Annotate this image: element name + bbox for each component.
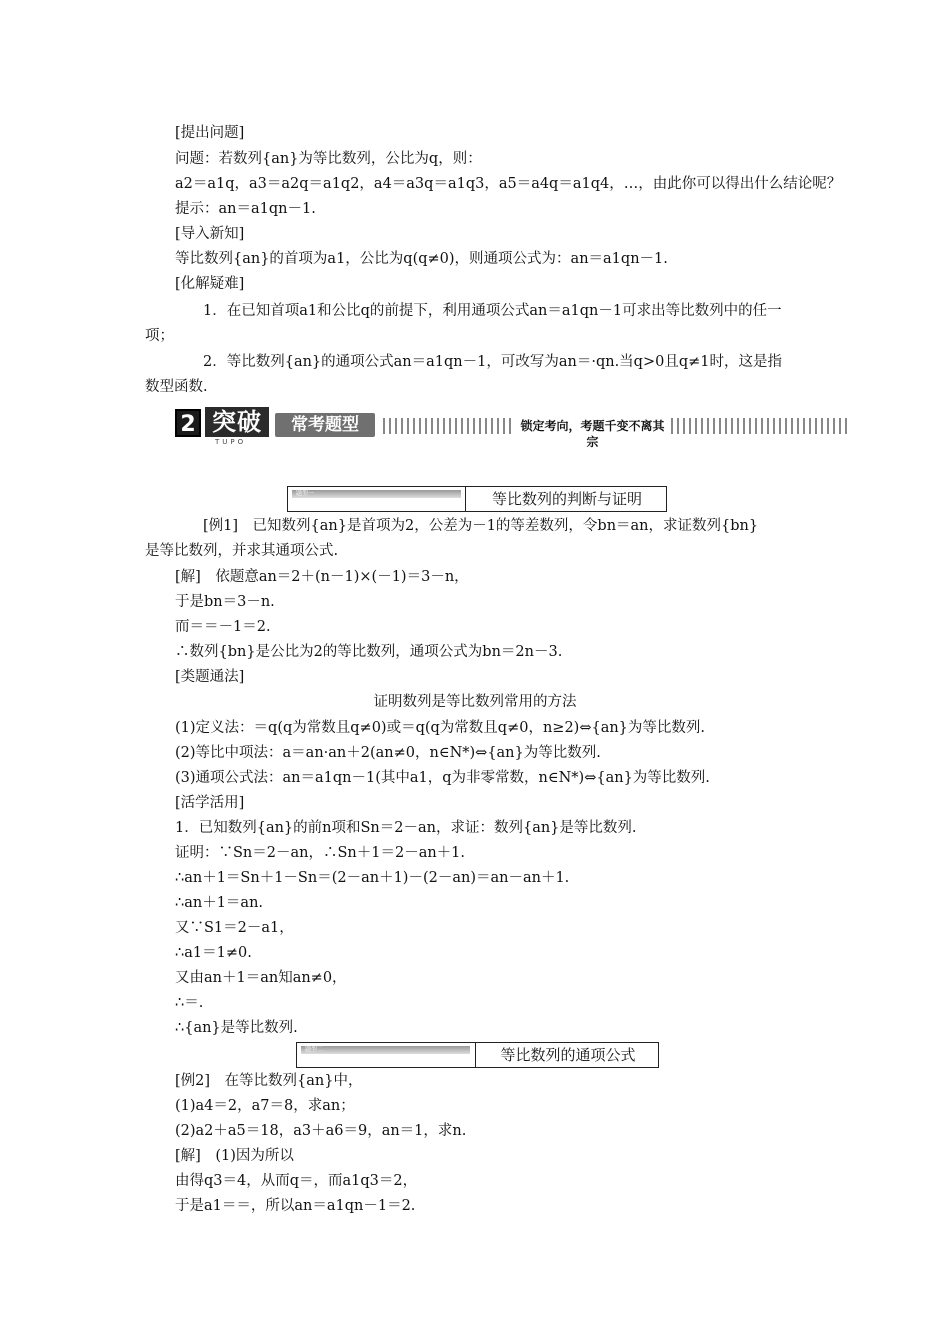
method-title: 证明数列是等比数列常用的方法 xyxy=(373,694,577,710)
example-1-line2: 是等比数列，并求其通项公式. xyxy=(145,543,339,559)
new-knowledge-tag: [导入新知] xyxy=(175,226,245,242)
hint-formula: an＝a1qn－1. xyxy=(218,201,316,217)
resolve-doubt-tag: [化解疑难] xyxy=(175,276,245,292)
question-label: 问题： xyxy=(175,151,219,167)
banner-pinyin: TUPO xyxy=(215,438,247,446)
topic-2-tag: 题型二 xyxy=(301,1046,470,1054)
example-2-line1: [例2] 在等比数列{an}中， xyxy=(175,1073,363,1089)
example-1-line1: [例1] 已知数列{an}是首项为2，公差为－1的等差数列，令bn＝an，求证数列{bn} xyxy=(203,518,759,534)
example-2-step2: 于是a1＝＝，所以an＝a1qn－1＝2. xyxy=(175,1198,416,1214)
method-2: (2)等比中项法：a＝an·an＋2(an≠0，n∈N*)⇔{an}为等比数列. xyxy=(175,745,601,761)
method-tag: [类题通法] xyxy=(175,669,245,685)
method-1: (1)定义法：＝q(q为常数且q≠0)或＝q(q为常数且q≠0，n≥2)⇔{an}为等比数列. xyxy=(175,720,706,736)
example-2-part1: (1)a4＝2，a7＝8，求an； xyxy=(175,1098,355,1114)
banner-stripes-left xyxy=(383,418,513,434)
topic-1-tag: 题型一 xyxy=(292,490,461,498)
example-1-step1: 于是bn＝3－n. xyxy=(175,594,275,610)
example-1-step2: 而＝＝－1＝2. xyxy=(175,619,271,635)
example-2-solution: [解] (1)因为所以 xyxy=(175,1148,294,1164)
banner-subtitle: 常考题型 xyxy=(275,413,375,437)
example-2-part2: (2)a2＋a5＝18，a3＋a6＝9，an＝1，求n. xyxy=(175,1123,467,1139)
question-text: 若数列{an}为等比数列，公比为q，则： xyxy=(218,151,482,167)
proof-line-8: ∴{an}是等比数列. xyxy=(175,1020,298,1036)
proof-line-3: ∴an＋1＝an. xyxy=(175,895,264,911)
question-line xyxy=(175,150,482,168)
doubt-2-line2: 数型函数. xyxy=(145,379,208,395)
proof-line-6: 又由an＋1＝an知an≠0， xyxy=(175,970,347,986)
topic-1-title: 等比数列的判断与证明 xyxy=(465,487,668,511)
pose-question-tag: [提出问题] xyxy=(175,125,245,141)
proof-line-4: 又∵S1＝2－a1， xyxy=(175,920,294,936)
proof-line-7: ∴＝. xyxy=(175,995,204,1011)
hint-label: 提示： xyxy=(175,201,219,217)
question-formula: a2＝a1q，a3＝a2q＝a1q2，a4＝a3q＝a1q3，a5＝a4q＝a1q4，…，由此你可以得出什么结论呢？ xyxy=(175,176,842,192)
doubt-2-line1: 2．等比数列{an}的通项公式an＝a1qn－1，可改写为an＝·qn.当q>0且q≠1时，这是指 xyxy=(203,354,782,370)
topic-2-title: 等比数列的通项公式 xyxy=(475,1043,660,1067)
method-3: (3)通项公式法：an＝a1qn－1(其中a1，q为非零常数，n∈N*)⇔{an}为等比数列. xyxy=(175,770,710,786)
new-knowledge-text: 等比数列{an}的首项为a1，公比为q(q≠0)，则通项公式为：an＝a1qn－1. xyxy=(175,251,668,267)
proof-line-1: 证明：∵Sn＝2－an，∴Sn＋1＝2－an＋1. xyxy=(175,845,466,861)
banner-slogan: 锁定考向，考题千变不离其宗 xyxy=(520,419,665,449)
topic-box-2 xyxy=(296,1042,659,1068)
banner-main-title: 突破 xyxy=(205,407,269,437)
banner-stripes-right xyxy=(671,418,848,434)
proof-line-5: ∴a1＝1≠0. xyxy=(175,945,252,961)
topic-box-1 xyxy=(287,486,667,512)
doubt-1-line1: 1．在已知首项a1和公比q的前提下，利用通项公式an＝a1qn－1可求出等比数列中的任一 xyxy=(203,303,782,319)
example-1-solution: [解] 依题意an＝2＋(n－1)×(－1)＝3－n， xyxy=(175,569,469,585)
practice-tag: [活学活用] xyxy=(175,795,245,811)
practice-question: 1．已知数列{an}的前n项和Sn＝2－an，求证：数列{an}是等比数列. xyxy=(175,820,637,836)
hint-line xyxy=(175,200,316,218)
section-banner xyxy=(175,405,848,449)
proof-line-2: ∴an＋1＝Sn＋1－Sn＝(2－an＋1)－(2－an)＝an－an＋1. xyxy=(175,870,570,886)
example-1-step3: ∴数列{bn}是公比为2的等比数列，通项公式为bn＝2n－3. xyxy=(175,644,563,660)
banner-number: 2 xyxy=(175,409,201,437)
doubt-1-line2: 项； xyxy=(145,328,174,344)
example-2-step1: 由得q3＝4，从而q＝，而a1q3＝2， xyxy=(175,1173,418,1189)
